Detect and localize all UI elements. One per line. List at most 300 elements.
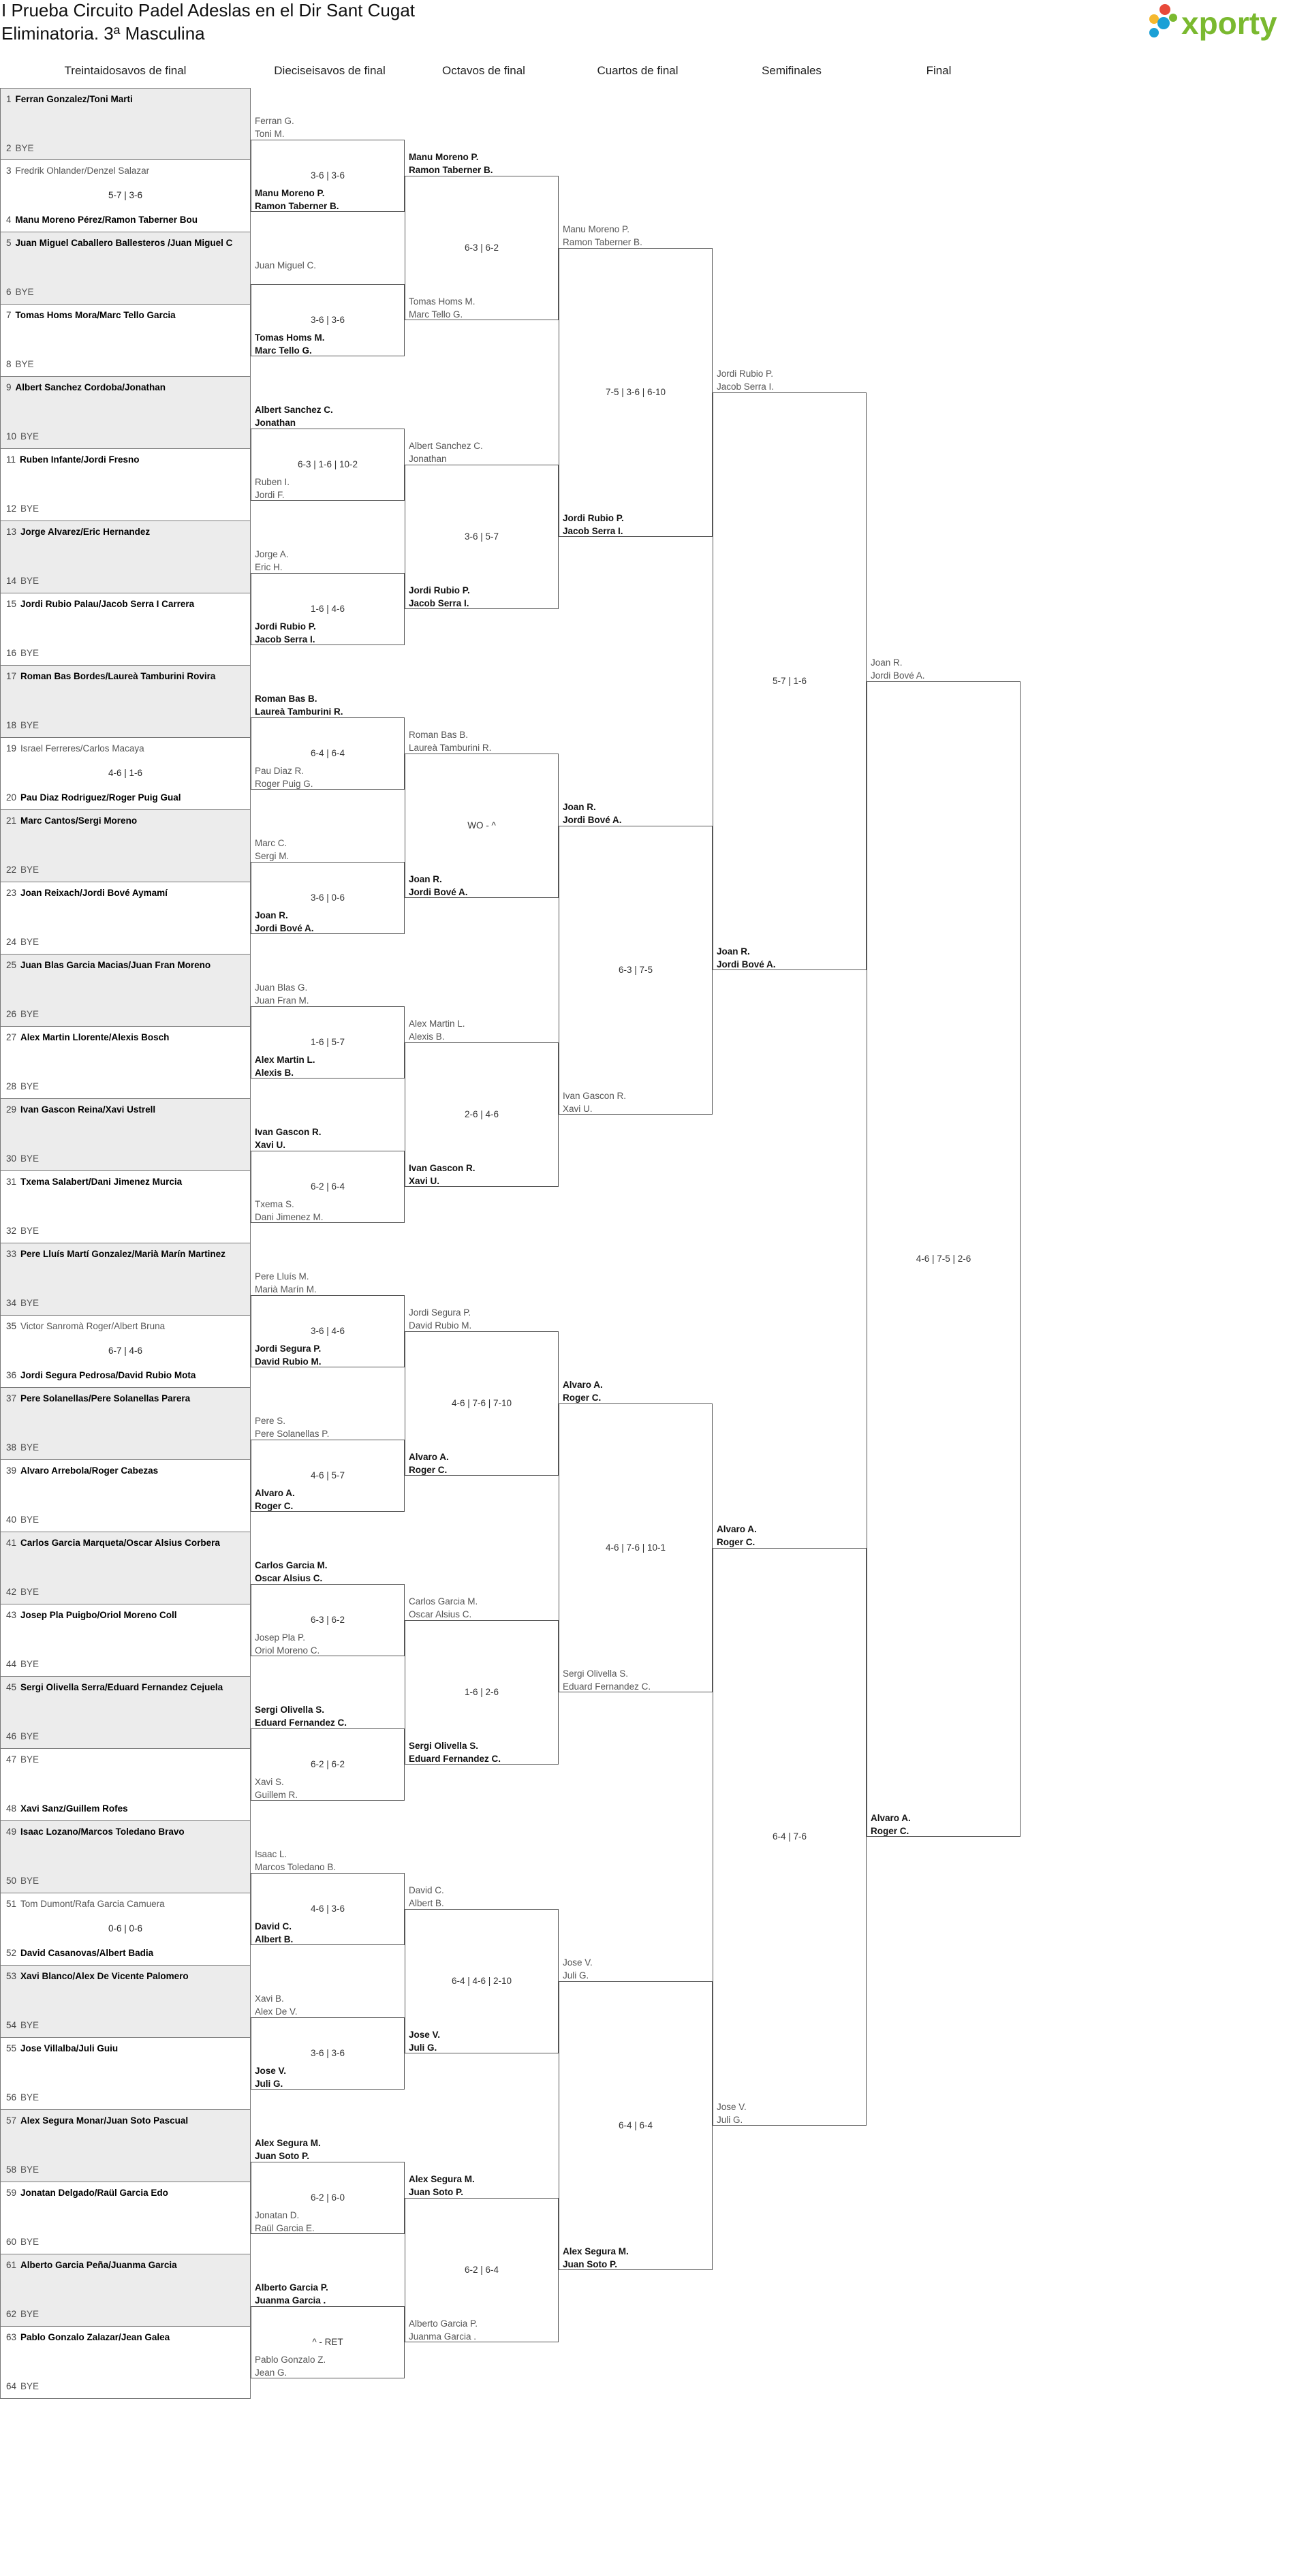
- team-player-name[interactable]: Jordi Segura P.: [409, 1307, 471, 1318]
- team-player-name[interactable]: Roger C.: [871, 1826, 909, 1836]
- player-name[interactable]: Alex Segura Monar/Juan Soto Pascual: [20, 2115, 189, 2126]
- team-player-name[interactable]: Eduard Fernandez C.: [409, 1754, 501, 1764]
- team-player-name[interactable]: Oscar Alsius C.: [255, 1573, 323, 1583]
- team-player-name[interactable]: Pau Diaz R.: [255, 766, 305, 776]
- player-line: [6, 1803, 128, 1814]
- team-player-name[interactable]: Juan Blas G.: [255, 982, 308, 993]
- player-line: [6, 1442, 39, 1453]
- player-line: [6, 2020, 39, 2030]
- team-player-name[interactable]: Jordi F.: [255, 490, 285, 500]
- team-player-name[interactable]: Eduard Fernandez C.: [563, 1681, 651, 1692]
- team-player-name[interactable]: Joan R.: [255, 910, 288, 920]
- team-player-name[interactable]: Jordi Bové A.: [255, 923, 314, 933]
- player-name[interactable]: BYE: [20, 1731, 40, 1741]
- player-name[interactable]: Alex Martin Llorente/Alexis Bosch: [20, 1032, 170, 1042]
- player-line: [6, 865, 39, 875]
- player-name[interactable]: Pere Lluís Martí Gonzalez/Marià Marín Martinez: [20, 1249, 225, 1259]
- team-player-name[interactable]: Raül Garcia E.: [255, 2223, 315, 2233]
- match-score: 6-3 | 7-5: [618, 965, 653, 976]
- seed-number: 34: [6, 1298, 17, 1308]
- match-score: 6-4 | 6-4: [618, 2120, 653, 2131]
- team-player-name[interactable]: Marc Tello G.: [255, 345, 312, 356]
- round-header: Final: [926, 64, 952, 77]
- seed-number: 59: [6, 2188, 17, 2198]
- team-player-name[interactable]: Manu Moreno P.: [255, 188, 325, 198]
- team-player-name[interactable]: Juan Soto P.: [255, 2151, 310, 2161]
- team-player-name[interactable]: Jonathan: [409, 454, 447, 464]
- player-name[interactable]: BYE: [20, 1298, 40, 1308]
- match-row: [0, 1604, 251, 1677]
- player-name[interactable]: Ferran Gonzalez/Toni Marti: [15, 94, 133, 104]
- player-name[interactable]: Israel Ferreres/Carlos Macaya: [20, 743, 144, 754]
- xporty-logo: [1146, 1, 1300, 45]
- seed-number: 37: [6, 1393, 17, 1403]
- seed-number: 41: [6, 1538, 17, 1548]
- match-score: ^ - RET: [312, 2337, 343, 2348]
- player-name[interactable]: BYE: [20, 1442, 40, 1453]
- team-player-name[interactable]: Carlos Garcia M.: [255, 1560, 328, 1570]
- player-name[interactable]: Alvaro Arrebola/Roger Cabezas: [20, 1465, 159, 1476]
- logo-dot: [1149, 14, 1159, 24]
- team-player-name[interactable]: Juan Fran M.: [255, 995, 309, 1006]
- team-player-name[interactable]: Pere S.: [255, 1416, 286, 1426]
- team-player-name[interactable]: Juanma Garcia .: [409, 2331, 477, 2342]
- team-player-name[interactable]: Sergi Olivella S.: [563, 1669, 629, 1679]
- team-player-name[interactable]: Laureà Tamburini R.: [255, 707, 343, 717]
- player-line: [6, 1298, 39, 1308]
- team-player-name[interactable]: Alex De V.: [255, 2006, 298, 2017]
- player-line: [6, 2043, 118, 2053]
- seed-number: 12: [6, 503, 17, 514]
- seed-number: 19: [6, 743, 17, 754]
- player-name[interactable]: BYE: [15, 359, 34, 369]
- team-player-name[interactable]: Juan Soto P.: [563, 2259, 618, 2269]
- team-player-name[interactable]: Jose V.: [255, 2066, 287, 2076]
- player-name[interactable]: Jordi Rubio Palau/Jacob Serra I Carrera: [20, 599, 195, 609]
- team-player-name[interactable]: Ivan Gascon R.: [409, 1163, 476, 1173]
- team-player-name[interactable]: Ramon Taberner B.: [255, 201, 339, 211]
- team-player-name[interactable]: Xavi U.: [563, 1104, 593, 1114]
- team-player-name[interactable]: Ferran G.: [255, 116, 294, 126]
- match-row: [0, 160, 251, 232]
- player-name[interactable]: Pere Solanellas/Pere Solanellas Parera: [20, 1393, 191, 1403]
- player-name[interactable]: Xavi Blanco/Alex De Vicente Palomero: [20, 1971, 189, 1981]
- match-score: 1-6 | 2-6: [464, 1687, 499, 1698]
- player-name[interactable]: Josep Pla Puigbo/Oriol Moreno Coll: [20, 1610, 177, 1620]
- match-row: [0, 666, 251, 738]
- player-line: [6, 599, 194, 609]
- player-name[interactable]: BYE: [15, 143, 34, 153]
- team-player-name[interactable]: Juli G.: [255, 2079, 283, 2089]
- player-name[interactable]: Juan Blas Garcia Macias/Juan Fran Moreno: [20, 960, 211, 970]
- team-player-name[interactable]: David Rubio M.: [409, 1320, 472, 1331]
- team-player-name[interactable]: Xavi S.: [255, 1777, 284, 1787]
- player-name[interactable]: Albert Sanchez Cordoba/Jonathan: [15, 382, 166, 392]
- seed-number: 3: [6, 166, 12, 176]
- match-score: 6-3 | 6-2: [310, 1615, 345, 1626]
- team-player-name[interactable]: Juli G.: [563, 1970, 589, 1981]
- team-player-name[interactable]: David C.: [255, 1921, 292, 1931]
- team-player-name[interactable]: Ramon Taberner B.: [563, 237, 642, 247]
- team-player-name[interactable]: Jonatan D.: [255, 2210, 300, 2220]
- player-name[interactable]: BYE: [20, 937, 40, 947]
- player-line: [6, 2092, 39, 2102]
- team-player-name[interactable]: Isaac L.: [255, 1849, 287, 1859]
- player-name[interactable]: Sergi Olivella Serra/Eduard Fernandez Cejuela: [20, 1682, 223, 1692]
- match-row: [0, 1821, 251, 1893]
- seed-number: 43: [6, 1610, 17, 1620]
- team-player-name[interactable]: Roger Puig G.: [255, 779, 313, 789]
- team-player-name[interactable]: Alvaro A.: [409, 1452, 449, 1462]
- seed-number: 51: [6, 1899, 17, 1909]
- team-player-name[interactable]: Sergi Olivella S.: [255, 1705, 325, 1715]
- team-player-name[interactable]: Pere Solanellas P.: [255, 1429, 330, 1439]
- team-player-name[interactable]: Laureà Tamburini R.: [409, 743, 492, 753]
- team-player-name[interactable]: Xavi B.: [255, 1993, 284, 2004]
- match-row: [0, 521, 251, 593]
- team-player-name[interactable]: Dani Jimenez M.: [255, 1212, 324, 1222]
- player-name[interactable]: Roman Bas Bordes/Laureà Tamburini Rovira: [20, 671, 216, 681]
- team-player-name[interactable]: Jacob Serra I.: [563, 526, 623, 536]
- team-player-name[interactable]: Jacob Serra I.: [409, 598, 469, 608]
- team-player-name[interactable]: Albert B.: [255, 1934, 294, 1944]
- player-name[interactable]: Jonatan Delgado/Raül Garcia Edo: [20, 2188, 168, 2198]
- team-player-name[interactable]: Jose V.: [717, 2102, 747, 2112]
- seed-number: 57: [6, 2115, 17, 2126]
- seed-number: 4: [6, 215, 12, 225]
- player-name[interactable]: BYE: [20, 2092, 40, 2102]
- player-name[interactable]: Manu Moreno Pérez/Ramon Taberner Bou: [15, 215, 198, 225]
- player-name[interactable]: Ruben Infante/Jordi Fresno: [20, 454, 140, 465]
- player-line: [6, 1754, 39, 1765]
- player-name[interactable]: Jordi Segura Pedrosa/David Rubio Mota: [20, 1370, 196, 1380]
- player-name[interactable]: BYE: [20, 2309, 40, 2319]
- player-name[interactable]: Isaac Lozano/Marcos Toledano Bravo: [20, 1827, 185, 1837]
- team-player-name[interactable]: Alexis B.: [409, 1031, 445, 1042]
- team-player-name[interactable]: Pablo Gonzalo Z.: [255, 2355, 326, 2365]
- seed-number: 10: [6, 431, 17, 441]
- team-player-name[interactable]: Joan R.: [409, 874, 442, 884]
- team-player-name[interactable]: Jordi Bové A.: [409, 887, 468, 897]
- player-name[interactable]: Jose Villalba/Juli Guiu: [20, 2043, 119, 2053]
- team-player-name[interactable]: Jordi Segura P.: [255, 1344, 322, 1354]
- seed-number: 38: [6, 1442, 17, 1453]
- team-player-name[interactable]: Alberto Garcia P.: [255, 2282, 328, 2293]
- match-score: 4-6 | 3-6: [310, 1904, 345, 1914]
- logo-dot: [1149, 28, 1159, 37]
- match-score: 7-5 | 3-6 | 6-10: [605, 387, 666, 398]
- team-player-name[interactable]: Alvaro A.: [255, 1488, 295, 1498]
- team-player-name[interactable]: Carlos Garcia M.: [409, 1596, 478, 1607]
- seed-number: 20: [6, 792, 17, 803]
- player-name[interactable]: Fredrik Ohlander/Denzel Salazar: [15, 166, 150, 176]
- player-name[interactable]: BYE: [15, 287, 34, 297]
- player-name[interactable]: Alberto Garcia Peña/Juanma Garcia: [20, 2260, 177, 2270]
- team-player-name[interactable]: Alexis B.: [255, 1068, 294, 1078]
- player-name[interactable]: Carlos Garcia Marqueta/Oscar Alsius Corbera: [20, 1538, 220, 1548]
- team-player-name[interactable]: Roger C.: [409, 1465, 448, 1475]
- team-player-name[interactable]: Alvaro A.: [871, 1813, 911, 1823]
- player-line: [6, 1876, 39, 1886]
- match-score: 3-6 | 0-6: [310, 893, 345, 903]
- player-name[interactable]: BYE: [20, 503, 40, 514]
- team-player-name[interactable]: Manu Moreno P.: [563, 224, 630, 234]
- match-score: 4-6 | 5-7: [310, 1470, 345, 1481]
- team-player-name[interactable]: Jacob Serra I.: [717, 382, 775, 392]
- team-player-name[interactable]: Marcos Toledano B.: [255, 1862, 337, 1872]
- player-name[interactable]: Tom Dumont/Rafa Garcia Camuera: [20, 1899, 165, 1909]
- player-name[interactable]: BYE: [20, 1587, 40, 1597]
- player-name[interactable]: BYE: [20, 1226, 40, 1236]
- match-score: 6-4 | 6-4: [310, 748, 345, 759]
- match-row: [0, 1460, 251, 1532]
- match-score: 4-6 | 7-5 | 2-6: [916, 1254, 971, 1264]
- seed-number: 15: [6, 599, 17, 609]
- player-name[interactable]: BYE: [20, 2381, 40, 2391]
- player-line: [6, 816, 137, 826]
- player-name[interactable]: BYE: [20, 865, 40, 875]
- match-score: 1-6 | 4-6: [310, 604, 345, 615]
- team-player-name[interactable]: Juan Soto P.: [409, 2187, 464, 2197]
- team-player-name[interactable]: Ivan Gascon R.: [563, 1091, 627, 1101]
- team-player-name[interactable]: Jean G.: [255, 2368, 287, 2378]
- seed-number: 52: [6, 1948, 17, 1958]
- player-line: [6, 1948, 153, 1958]
- match-score: 6-2 | 6-4: [464, 2265, 499, 2276]
- seed-number: 47: [6, 1754, 17, 1765]
- match-row: [0, 449, 251, 521]
- player-line: [6, 1393, 190, 1403]
- team-player-name[interactable]: Roman Bas B.: [409, 730, 469, 740]
- match-row: [0, 1027, 251, 1099]
- team-player-name[interactable]: Tomas Homs M.: [255, 332, 325, 343]
- player-name[interactable]: Marc Cantos/Sergi Moreno: [20, 816, 138, 826]
- team-player-name[interactable]: Xavi U.: [255, 1140, 286, 1150]
- team-player-name[interactable]: Albert B.: [409, 1898, 444, 1908]
- seed-number: 50: [6, 1876, 17, 1886]
- seed-number: 49: [6, 1827, 17, 1837]
- team-player-name[interactable]: Alex Martin L.: [409, 1019, 465, 1029]
- player-name[interactable]: Joan Reixach/Jordi Bové Aymamí: [20, 888, 168, 898]
- player-line: [6, 382, 166, 392]
- player-name[interactable]: BYE: [20, 1153, 40, 1164]
- team-player-name[interactable]: Roger C.: [717, 1537, 756, 1547]
- player-name[interactable]: BYE: [20, 576, 40, 586]
- seed-number: 40: [6, 1515, 17, 1525]
- team-player-name[interactable]: Juanma Garcia .: [255, 2295, 326, 2306]
- seed-number: 13: [6, 527, 17, 537]
- player-line: [6, 1610, 177, 1620]
- team-player-name[interactable]: Marc C.: [255, 838, 287, 848]
- match-row: [0, 88, 251, 160]
- match-row: [0, 1893, 251, 1966]
- seed-number: 46: [6, 1731, 17, 1741]
- player-line: [6, 503, 39, 514]
- match-row: [0, 1316, 251, 1388]
- player-line: [6, 2188, 168, 2198]
- team-player-name[interactable]: Jordi Bové A.: [871, 670, 925, 681]
- team-player-name[interactable]: Juan Miguel C.: [255, 260, 317, 270]
- player-name[interactable]: Juan Miguel Caballero Ballesteros /Juan Miguel C: [15, 238, 233, 248]
- team-player-name[interactable]: Jordi Rubio P.: [563, 513, 624, 523]
- logo-dot: [1157, 17, 1170, 29]
- round-header: Cuartos de final: [597, 64, 679, 77]
- team-player-name[interactable]: Ruben I.: [255, 477, 290, 487]
- seed-number: 62: [6, 2309, 17, 2319]
- player-name[interactable]: BYE: [20, 1754, 40, 1765]
- team-player-name[interactable]: Alex Segura M.: [563, 2246, 629, 2256]
- player-line: [6, 743, 144, 754]
- seed-number: 36: [6, 1370, 17, 1380]
- seed-number: 44: [6, 1659, 17, 1669]
- team-player-name[interactable]: Ramon Taberner B.: [409, 165, 493, 175]
- match-score: 4-6 | 7-6 | 7-10: [451, 1398, 512, 1409]
- team-player-name[interactable]: Alex Segura M.: [409, 2174, 475, 2184]
- player-name[interactable]: Txema Salabert/Dani Jimenez Murcia: [20, 1177, 183, 1187]
- team-player-name[interactable]: Eric H.: [255, 562, 283, 572]
- team-player-name[interactable]: Alberto Garcia P.: [409, 2318, 478, 2329]
- team-player-name[interactable]: Jordi Rubio P.: [255, 621, 316, 632]
- team-player-name[interactable]: Joan R.: [871, 657, 903, 668]
- team-player-name[interactable]: Jordi Bové A.: [717, 959, 776, 969]
- seed-number: 26: [6, 1009, 17, 1019]
- team-player-name[interactable]: Jose V.: [563, 1957, 593, 1968]
- match-row: [0, 738, 251, 810]
- player-name[interactable]: BYE: [20, 1876, 40, 1886]
- player-name[interactable]: BYE: [20, 2020, 40, 2030]
- team-player-name[interactable]: Marc Tello G.: [409, 309, 463, 320]
- team-player-name[interactable]: Roman Bas B.: [255, 694, 317, 704]
- team-player-name[interactable]: Jordi Rubio P.: [409, 585, 470, 595]
- seed-number: 6: [6, 287, 12, 297]
- player-line: [6, 720, 39, 730]
- seed-number: 39: [6, 1465, 17, 1476]
- player-line: [6, 2332, 170, 2342]
- seed-number: 25: [6, 960, 17, 970]
- seed-number: 21: [6, 816, 17, 826]
- seed-number: 2: [6, 143, 12, 153]
- team-player-name[interactable]: Jorge A.: [255, 549, 289, 559]
- team-player-name[interactable]: Albert Sanchez C.: [255, 405, 333, 415]
- team-player-name[interactable]: Jacob Serra I.: [255, 634, 315, 645]
- team-player-name[interactable]: Albert Sanchez C.: [409, 441, 483, 451]
- player-name[interactable]: BYE: [20, 1659, 40, 1669]
- player-line: [6, 1827, 185, 1837]
- player-name[interactable]: BYE: [20, 1009, 40, 1019]
- player-line: [6, 527, 150, 537]
- player-name[interactable]: Pau Diaz Rodriguez/Roger Puig Gual: [20, 792, 181, 803]
- team-player-name[interactable]: Jonathan: [255, 418, 296, 428]
- seed-number: 31: [6, 1177, 17, 1187]
- team-player-name[interactable]: Ivan Gascon R.: [255, 1127, 322, 1137]
- match-score: 6-4 | 4-6 | 2-10: [451, 1976, 512, 1987]
- player-line: [6, 960, 211, 970]
- player-line: [6, 166, 149, 176]
- seed-number: 61: [6, 2260, 17, 2270]
- team-player-name[interactable]: Roger C.: [255, 1501, 294, 1511]
- team-player-name[interactable]: Xavi U.: [409, 1176, 440, 1186]
- player-name[interactable]: BYE: [20, 431, 40, 441]
- match-score: 2-6 | 4-6: [464, 1109, 499, 1120]
- player-name[interactable]: David Casanovas/Albert Badia: [20, 1948, 154, 1958]
- player-line: [6, 2309, 39, 2319]
- team-player-name[interactable]: Pere Lluís M.: [255, 1271, 309, 1282]
- team-player-name[interactable]: Alvaro A.: [563, 1380, 603, 1390]
- team-player-name[interactable]: Alvaro A.: [717, 1524, 757, 1534]
- team-player-name[interactable]: David C.: [409, 1885, 444, 1895]
- player-name[interactable]: BYE: [20, 720, 40, 730]
- player-line: [6, 2260, 177, 2270]
- match-score: 3-6 | 3-6: [310, 2048, 345, 2059]
- team-player-name[interactable]: Joan R.: [563, 802, 596, 812]
- team-player-name[interactable]: Guillem R.: [255, 1790, 298, 1800]
- seed-number: 8: [6, 359, 12, 369]
- seed-number: 53: [6, 1971, 17, 1981]
- team-player-name[interactable]: Manu Moreno P.: [409, 152, 479, 162]
- player-name[interactable]: Pablo Gonzalo Zalazar/Jean Galea: [20, 2332, 170, 2342]
- player-line: [6, 1682, 223, 1692]
- match-row: [0, 2038, 251, 2110]
- player-line: [6, 2237, 39, 2247]
- team-player-name[interactable]: Eduard Fernandez C.: [255, 1718, 347, 1728]
- player-line: [6, 94, 133, 104]
- player-name[interactable]: Tomas Homs Mora/Marc Tello Garcia: [15, 310, 176, 320]
- team-player-name[interactable]: Alex Martin L.: [255, 1055, 315, 1065]
- player-name[interactable]: BYE: [20, 2237, 40, 2247]
- seed-number: 28: [6, 1081, 17, 1091]
- team-player-name[interactable]: Jordi Bové A.: [563, 815, 622, 825]
- seed-number: 5: [6, 238, 12, 248]
- player-line: [6, 1538, 220, 1548]
- player-name[interactable]: Ivan Gascon Reina/Xavi Ustrell: [20, 1104, 156, 1115]
- match-score: 3-6 | 3-6: [310, 170, 345, 181]
- match-row: [0, 882, 251, 955]
- player-line: [6, 1899, 165, 1909]
- team-player-name[interactable]: Jordi Rubio P.: [717, 369, 774, 379]
- seed-number: 56: [6, 2092, 17, 2102]
- team-player-name[interactable]: Txema S.: [255, 1199, 294, 1209]
- team-player-name[interactable]: Josep Pla P.: [255, 1632, 306, 1643]
- player-name[interactable]: BYE: [20, 1515, 40, 1525]
- team-player-name[interactable]: Toni M.: [255, 129, 285, 139]
- player-name[interactable]: Victor Sanromà Roger/Albert Bruna: [20, 1321, 166, 1331]
- player-name[interactable]: BYE: [20, 648, 40, 658]
- team-player-name[interactable]: Tomas Homs M.: [409, 296, 476, 307]
- player-name[interactable]: Xavi Sanz/Guillem Rofes: [20, 1803, 128, 1814]
- team-player-name[interactable]: Juli G.: [409, 2043, 437, 2053]
- team-player-name[interactable]: Juli G.: [717, 2115, 743, 2125]
- match-score: 6-2 | 6-4: [310, 1181, 345, 1192]
- team-player-name[interactable]: Oriol Moreno C.: [255, 1645, 320, 1656]
- team-player-name[interactable]: Sergi M.: [255, 851, 290, 861]
- seed-number: 11: [6, 454, 16, 465]
- round-header: Treintaidosavos de final: [64, 64, 187, 77]
- match-score: 3-6 | 4-6: [310, 1326, 345, 1337]
- player-name[interactable]: BYE: [20, 2164, 40, 2175]
- team-player-name[interactable]: Jose V.: [409, 2030, 441, 2040]
- team-player-name[interactable]: David Rubio M.: [255, 1356, 322, 1367]
- team-player-name[interactable]: Roger C.: [563, 1393, 602, 1403]
- team-player-name[interactable]: Marià Marín M.: [255, 1284, 317, 1294]
- match-row: [0, 232, 251, 305]
- team-player-name[interactable]: Oscar Alsius C.: [409, 1609, 472, 1619]
- player-name[interactable]: Jorge Alvarez/Eric Hernandez: [20, 527, 151, 537]
- team-player-name[interactable]: Alex Segura M.: [255, 2138, 321, 2148]
- team-player-name[interactable]: Joan R.: [717, 946, 750, 957]
- player-name[interactable]: BYE: [20, 1081, 40, 1091]
- seed-number: 42: [6, 1587, 17, 1597]
- team-player-name[interactable]: Sergi Olivella S.: [409, 1741, 479, 1751]
